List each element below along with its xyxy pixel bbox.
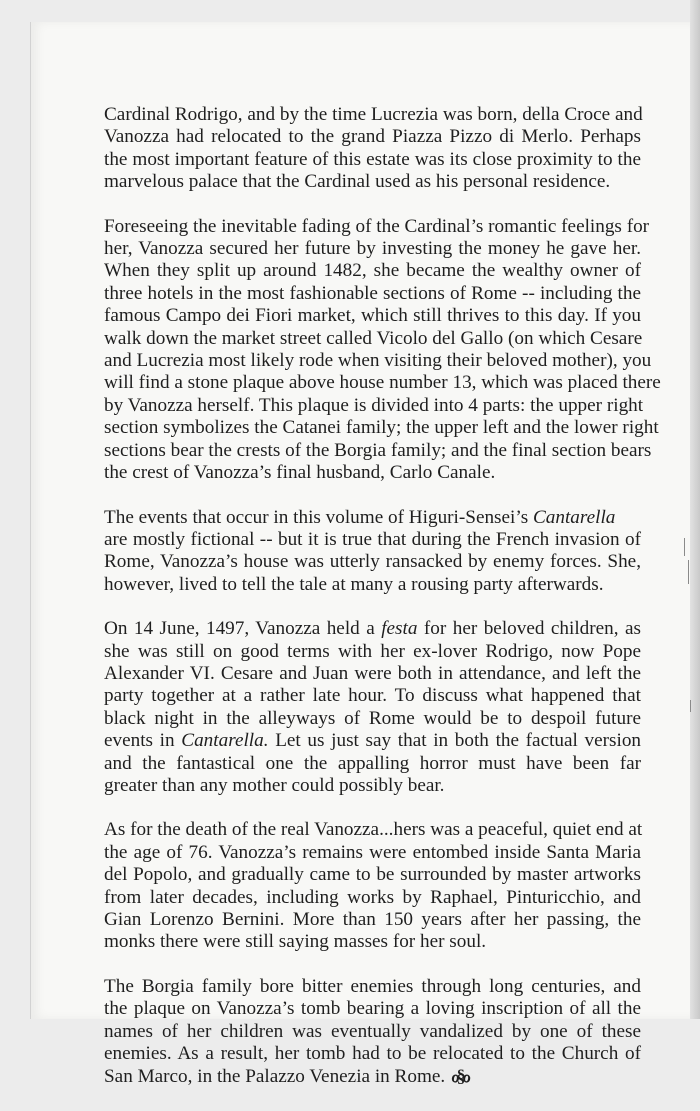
paragraph [104, 215, 661, 485]
text-line: the plaque on Vanozza’s tomb bearing a loving inscription of all the [104, 998, 641, 1020]
paragraph [104, 104, 641, 194]
festa-italic: festa [381, 618, 418, 640]
text-line: Rome, Vanozza’s house was utterly ransacked by enemy forces. She, [104, 551, 641, 573]
text-line [104, 730, 641, 752]
text-run: events in [104, 730, 175, 752]
text-line: and Lucrezia most likely rode when visiting their beloved mother), you [104, 350, 652, 372]
end-ornament-icon: ℴ§ℴ [451, 1066, 468, 1087]
text-line: sections bear the crests of the Borgia family; and the final section bears [104, 439, 652, 461]
text-run: Let us just say that in both the factual version [275, 730, 642, 752]
text-line: Alexander VI. Cesare and Juan were both in attendance, and left the [104, 662, 641, 684]
text-run: The events that occur in this volume of Higuri-Sensei’s [104, 506, 529, 528]
book-title-italic: Cantarella [532, 506, 616, 528]
paragraph [104, 976, 641, 1089]
text-line: walk down the market street called Vicolo del Gallo (on which Cesare [104, 327, 643, 349]
text-line: and the fantastical one the appalling horror must have been far [104, 752, 641, 774]
text-line: section symbolizes the Catanei family; the upper left and the lower right [104, 417, 659, 439]
text-line: however, lived to tell the tale at many a rousing party afterwards. [104, 573, 604, 595]
text-line: monks there were still saying masses for her soul. [104, 931, 487, 953]
paragraph [104, 507, 641, 597]
body-text [104, 104, 661, 1111]
book-title-italic: Cantarella. [181, 730, 269, 752]
text-run: On 14 June, 1497, Vanozza held a [104, 618, 375, 640]
text-line: will find a stone plaque above house number 13, which was placed there [104, 372, 661, 394]
text-line: by Vanozza herself. This plaque is divided into 4 parts: the upper right [104, 394, 644, 416]
text-line: Vanozza had relocated to the grand Piazza Pizzo di Merlo. Perhaps [104, 126, 641, 148]
scan-speck [688, 560, 689, 584]
text-line: the age of 76. Vanozza’s remains were entombed inside Santa Maria [104, 841, 641, 863]
paragraph [104, 618, 641, 797]
text-line: greater than any mother could possibly bear. [104, 774, 445, 796]
text-line: her, Vanozza secured her future by investing the money he gave her. [104, 238, 641, 260]
text-line: marvelous palace that the Cardinal used as his personal residence. [104, 171, 611, 193]
text-line: are mostly fictional -- but it is true that during the French invasion of [104, 528, 641, 550]
text-line [104, 1065, 641, 1088]
scan-speck [684, 538, 685, 556]
text-line: she was still on good terms with her ex-lover Rodrigo, now Pope [104, 640, 641, 662]
text-run: San Marco, in the Palazzo Venezia in Rome. [104, 1066, 446, 1088]
text-line: party together at a rather late hour. To discuss what happened that [104, 685, 641, 707]
text-line: As for the death of the real Vanozza...hers was a peaceful, quiet end at [104, 819, 643, 841]
text-line: del Popolo, and gradually came to be surrounded by master artworks [104, 864, 641, 886]
text-line: Gian Lorenzo Bernini. More than 150 years after her passing, the [104, 909, 641, 930]
text-line: the crest of Vanozza’s final husband, Carlo Canale. [104, 462, 496, 484]
text-line: from later decades, including works by Raphael, Pinturicchio, and [104, 886, 641, 908]
text-line: Cardinal Rodrigo, and by the time Lucrezia was born, della Croce and [104, 104, 643, 125]
paragraph [104, 819, 641, 953]
text-line: black night in the alleyways of Rome would be to despoil future [104, 707, 641, 729]
text-line [104, 618, 641, 640]
text-line: the most important feature of this estate was its close proximity to the [104, 148, 641, 170]
text-line: names of her children was eventually vandalized by one of these [104, 1020, 641, 1042]
text-line: enemies. As a result, her tomb had to be relocated to the Church of [104, 1043, 641, 1065]
text-run: for her beloved children, as [423, 618, 642, 640]
text-line: famous Campo dei Fiori market, which still thrives to this day. If you [104, 305, 641, 327]
text-line: The Borgia family bore bitter enemies through long centuries, and [104, 975, 641, 997]
text-line: Foreseeing the inevitable fading of the Cardinal’s romantic feelings for [104, 215, 650, 237]
text-line [104, 507, 641, 529]
page-edge-shadow [690, 0, 700, 1019]
text-line: When they split up around 1482, she became the wealthy owner of [104, 260, 641, 282]
text-line: three hotels in the most fashionable sections of Rome -- including the [104, 282, 641, 304]
scan-speck [690, 700, 691, 712]
